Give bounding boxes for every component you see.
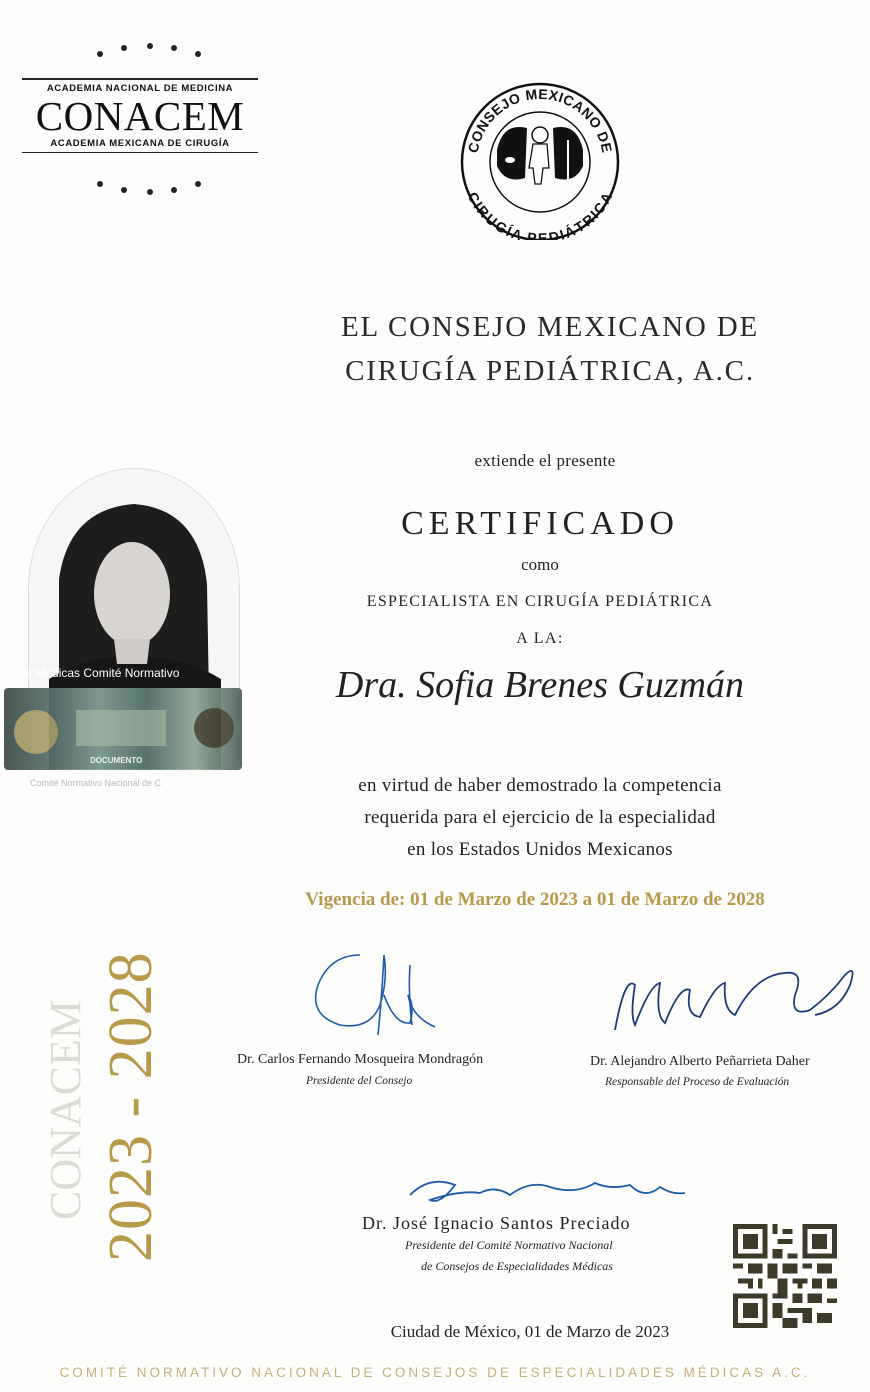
president-name: Dr. Carlos Fernando Mosqueira Mondragón bbox=[237, 1052, 484, 1067]
evaluator-role: Responsable del Proceso de Evaluación bbox=[605, 1076, 790, 1088]
side-watermark: CONACEM bbox=[41, 999, 90, 1220]
committee-role-line1: Presidente del Comité Normativo Nacional bbox=[405, 1238, 613, 1252]
logo-rule-bottom bbox=[22, 152, 258, 154]
logo-name: CONACEM bbox=[35, 92, 245, 139]
seal-hands-icon bbox=[497, 127, 583, 184]
council-title-line2: CIRUGÍA PEDIÁTRICA, A.C. bbox=[345, 355, 755, 387]
footer-text: COMITÉ NORMATIVO NACIONAL DE CONSEJOS DE ESPECIALIDADES MÉDICAS A.C. bbox=[59, 1365, 811, 1380]
evaluator-name: Dr. Alejandro Alberto Peñarrieta Daher bbox=[590, 1054, 810, 1069]
hologram-caption: Comité Normativo Nacional de C bbox=[30, 778, 162, 788]
como-text: como bbox=[521, 555, 559, 574]
council-title-line1: EL CONSEJO MEXICANO DE bbox=[341, 311, 759, 343]
seal-bottom-text: CIRUGÍA PEDIÁTRICA bbox=[464, 189, 616, 240]
specialty-text: ESPECIALISTA EN CIRUGÍA PEDIÁTRICA bbox=[366, 593, 714, 610]
side-years: 2023 - 2028 bbox=[97, 951, 165, 1262]
reason-line2: requerida para el ejercicio de la especialidad bbox=[364, 807, 716, 828]
hologram-text: ades Médicas Comité Normativo bbox=[6, 666, 180, 680]
president-role: Presidente del Consejo bbox=[306, 1075, 413, 1087]
committee-name: Dr. José Ignacio Santos Preciado bbox=[362, 1213, 631, 1233]
signature-president bbox=[300, 935, 450, 1055]
validity-text: Vigencia de: 01 de Marzo de 2023 a 01 de Marzo de 2028 bbox=[305, 889, 765, 910]
signature-evaluator bbox=[605, 955, 865, 1045]
intro-text: extiende el presente bbox=[474, 451, 616, 470]
recipient-name: Dra. Sofia Brenes Guzmán bbox=[335, 664, 745, 706]
signature-committee bbox=[400, 1165, 700, 1215]
reason-line3: en los Estados Unidos Mexicanos bbox=[407, 839, 673, 860]
certificate-title: CERTIFICADO bbox=[401, 505, 679, 542]
conacem-logo bbox=[22, 40, 258, 200]
committee-role-line2: de Consejos de Especialidades Médicas bbox=[421, 1259, 613, 1273]
reason-line1: en virtud de haber demostrado la competencia bbox=[358, 775, 722, 796]
a-la-text: A LA: bbox=[516, 630, 564, 647]
logo-rule-top bbox=[22, 78, 258, 80]
place-date: Ciudad de México, 01 de Marzo de 2023 bbox=[390, 1322, 670, 1341]
seal-top-text: CONSEJO MEXICANO DE bbox=[464, 85, 616, 155]
logo-bottom-line: ACADEMIA MEXICANA DE CIRUGÍA bbox=[50, 137, 230, 149]
svg-text:CIRUGÍA PEDIÁTRICA bbox=[465, 189, 616, 240]
hologram-subtext: DOCUMENTO bbox=[90, 756, 143, 765]
council-seal bbox=[455, 80, 625, 240]
qr-code bbox=[733, 1224, 837, 1328]
logo-top-line: ACADEMIA NACIONAL DE MEDICINA bbox=[46, 82, 234, 94]
reason-text bbox=[270, 770, 810, 866]
council-title bbox=[250, 305, 850, 393]
